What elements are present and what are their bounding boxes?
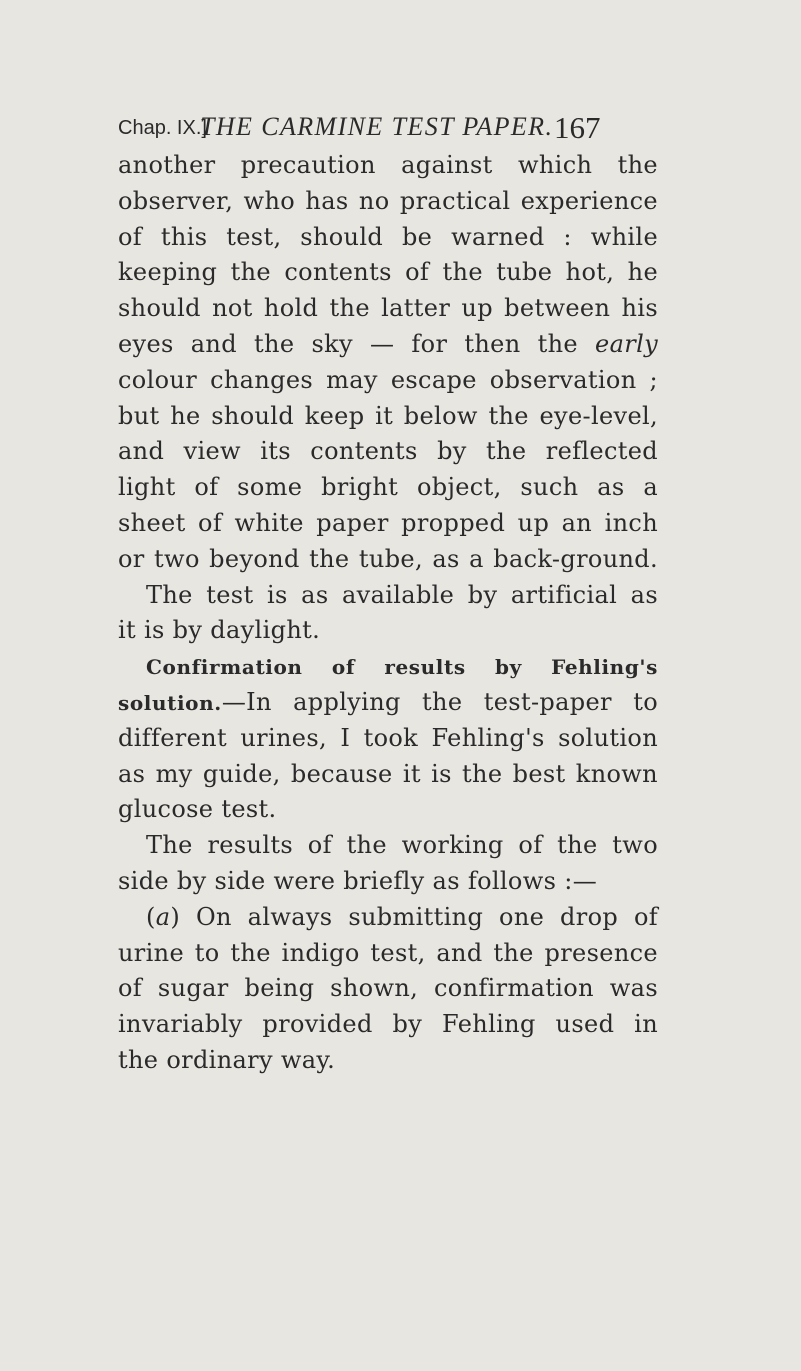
text-span: eyes and the sky — for then the	[118, 329, 596, 358]
text-line: but he should keep it below the eye-level,	[118, 401, 658, 430]
section-heading-end: solution.	[118, 690, 222, 715]
text-line: should not hold the latter up between his	[118, 294, 658, 323]
text-line: The results of the working of the two	[146, 831, 658, 860]
running-title: THE CARMINE TEST PAPER.	[200, 112, 554, 141]
text-line: or two beyond the tube, as a back-ground.	[118, 544, 658, 573]
text-line: light of some bright object, such as a	[118, 473, 658, 502]
text-line: and view its contents by the reflected	[118, 437, 658, 466]
text-line: another precaution against which the	[118, 151, 658, 179]
text-line	[118, 327, 658, 363]
section-heading-line	[118, 649, 658, 685]
text-span: —In applying the test-paper to	[221, 687, 658, 716]
running-header	[118, 108, 678, 148]
text-line: sheet of white paper propped up an inch	[118, 508, 658, 537]
chapter-label: Chap. IX.]	[118, 117, 207, 139]
text-line: urine to the indigo test, and the presence	[118, 938, 658, 967]
text-line	[118, 900, 658, 936]
body-text	[118, 148, 658, 1079]
text-span: (	[146, 902, 156, 931]
text-line: side by side were briefly as follows :—	[118, 866, 598, 895]
text-line: keeping the contents of the tube hot, he	[118, 258, 658, 287]
text-line: it is by daylight.	[118, 616, 321, 645]
text-line: invariably provided by Fehling used in	[118, 1010, 658, 1039]
text-span: ) On always submitting one drop of	[170, 902, 658, 931]
text-line: different urines, I took Fehling's solution	[118, 723, 658, 752]
emphasis: a	[155, 902, 171, 931]
text-line	[118, 685, 658, 721]
text-line: observer, who has no practical experience	[118, 186, 658, 215]
text-line: as my guide, because it is the best known	[118, 759, 658, 788]
text-line: of this test, should be warned : while	[118, 222, 658, 251]
text-line: the ordinary way.	[118, 1045, 336, 1074]
text-line: The test is as available by artificial as	[146, 580, 658, 609]
text-line: colour changes may escape observation ;	[118, 365, 658, 394]
text-line: of sugar being shown, confirmation was	[118, 974, 658, 1003]
page-number: 167	[554, 110, 601, 145]
emphasis: early	[595, 329, 658, 358]
text-line: glucose test.	[118, 795, 277, 824]
section-heading: Confirmation of results by Fehling's	[146, 655, 658, 680]
